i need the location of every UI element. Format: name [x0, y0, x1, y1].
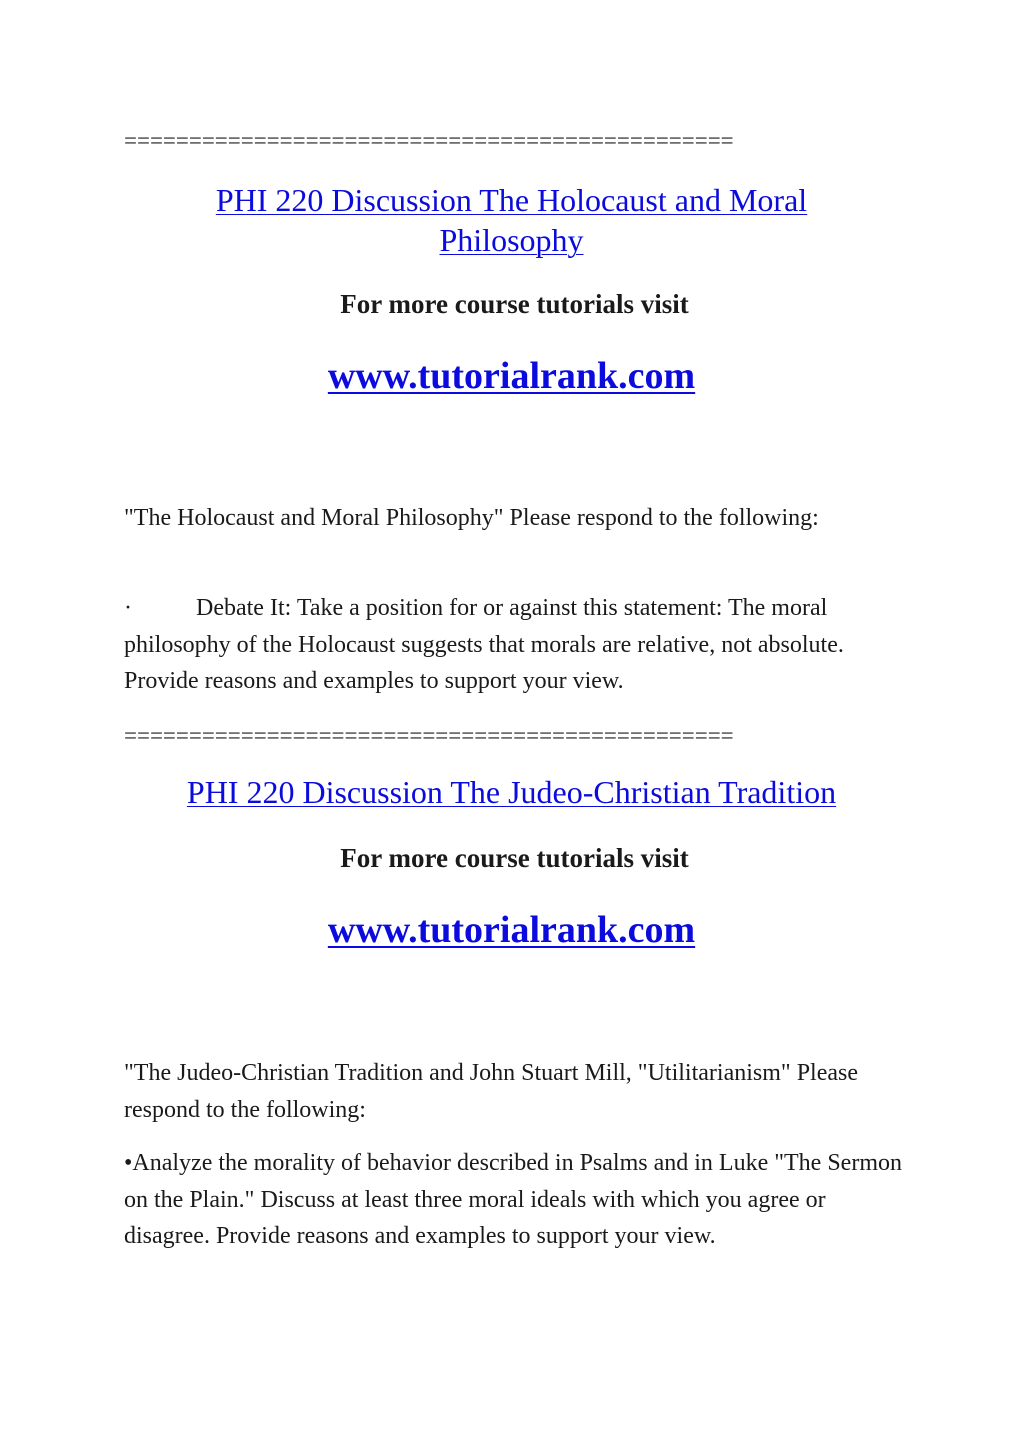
site-link[interactable]: www.tutorialrank.com	[327, 909, 696, 951]
prompt-paragraph: "The Holocaust and Moral Philosophy" Please respond to the following:	[124, 505, 819, 531]
visit-text: For more course tutorials visit	[340, 289, 689, 319]
site-link[interactable]: www.tutorialrank.com	[327, 355, 696, 397]
bullet-marker: ·	[124, 595, 132, 621]
visit-text: For more course tutorials visit	[340, 843, 689, 873]
section-divider: ===============================================	[124, 128, 734, 153]
visit-line	[140, 287, 883, 321]
course-title-link[interactable]: PHI 220 Discussion The Judeo-Christian Tradition	[186, 774, 837, 810]
section-divider: ===============================================	[124, 723, 734, 748]
prompt-paragraph: "The Judeo-Christian Tradition and John Stuart Mill, "Utilitarianism" Please respond to the following:	[124, 1060, 859, 1123]
bullet-text: Debate It: Take a position for or against this statement: The moral philosophy of the Holocaust suggests that morals are relative, not absolute. Provide reasons and examples to support your view.	[124, 595, 844, 694]
visit-line	[140, 841, 883, 875]
bullet-paragraph: •Analyze the morality of behavior described in Psalms and in Luke "The Sermon on the Plain." Discuss at least three moral ideals with which you agree or disagree. Provide reasons and examples to support your view.	[124, 1150, 902, 1249]
bullet-paragraph	[124, 590, 914, 700]
course-title-link[interactable]: PHI 220 Discussion The Holocaust and Moral Philosophy	[215, 182, 808, 258]
